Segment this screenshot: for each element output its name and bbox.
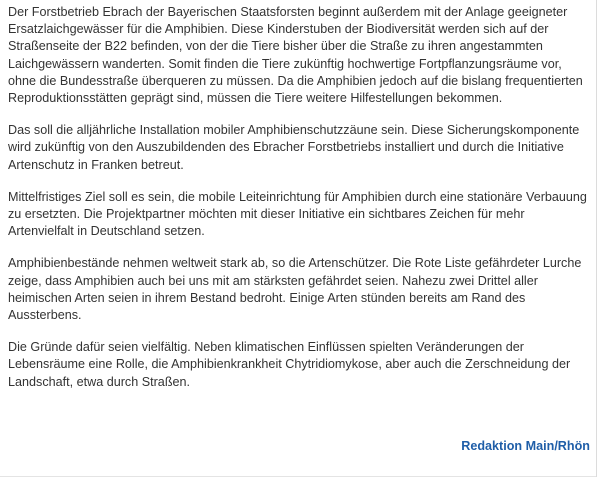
author-credit: Redaktion Main/Rhön [461,439,590,453]
paragraph-1: Der Forstbetrieb Ebrach der Bayerischen Staatsforsten beginnt außerdem mit der Anlage geeigneter Ersatzlaichgewässer für die Amphibien. Diese Kinderstuben der Biodiversität werden sich auf der Straßenseite der B22 befinden, von der die Tiere bisher über die Straße zu ihren angestammten Laichgewässern wanderten. Somit finden die Tiere zukünftig hochwertige Fortpflanzungsräume vor, ohne die Bundesstraße überqueren zu müssen. Da die Amphibien jedoch auf die bislang frequentierten Reproduktionsstätten geprägt sind, müssen die Tiere weitere Hilfestellungen bekommen. [8,5,583,106]
article-body [8,4,588,406]
paragraph-2: Das soll die alljährliche Installation mobiler Amphibienschutzzäune sein. Diese Sicherungskomponente wird zukünftig von den Auszubildenden des Ebracher Forstbetriebs installiert und durch die Initiative Artenschutz in Franken betreut. [8,123,580,172]
paragraph-3: Mittelfristiges Ziel soll es sein, die mobile Leiteinrichtung für Amphibien durch eine stationäre Verbauung zu ersetzten. Die Projektpartner möchten mit dieser Initiative ein sichtbares Zeichen für mehr Artenvielfalt in Deutschland setzen. [8,189,587,239]
paragraph-4: Amphibienbestände nehmen weltweit stark ab, so die Artenschützer. Die Rote Liste gefährdeter Lurche zeige, dass Amphibien auch bei uns mit am stärksten gefährdet seien. Nahezu zwei Drittel aller heimischen Arten seien in ihrem Bestand bedroht. Einige Arten stünden bereits am Rand des Aussterbens. [8,256,582,323]
paragraph-5: Die Gründe dafür seien vielfältig. Neben klimatischen Einflüssen spielten Veränderungen der Lebensräume eine Rolle, die Amphibienkrankheit Chytridiomykose, aber auch die Zerschneidung der Landschaft, etwa durch Straßen. [8,340,571,389]
